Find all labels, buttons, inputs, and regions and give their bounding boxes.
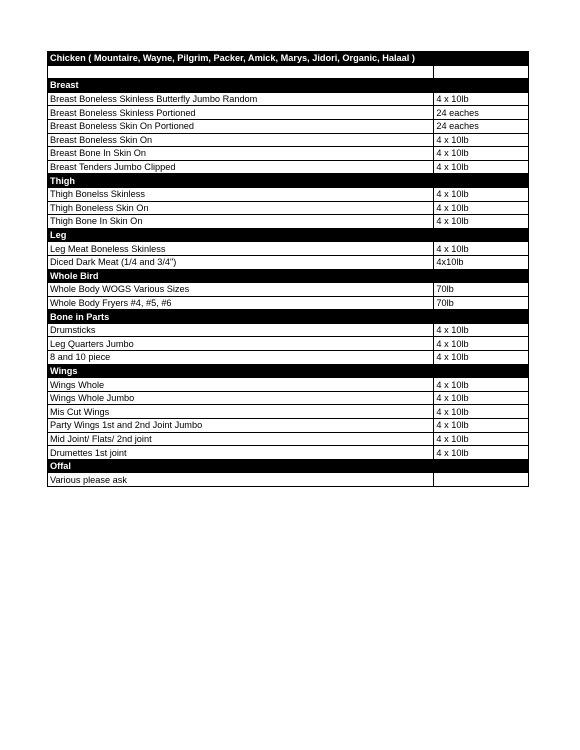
table-row xyxy=(48,215,529,229)
item-cell: Breast Boneless Skin On xyxy=(48,133,434,147)
section-header-filler xyxy=(434,228,529,242)
table-row xyxy=(48,296,529,310)
item-cell: Breast Tenders Jumbo Clipped xyxy=(48,160,434,174)
pack-size-cell: 4 x 10lb xyxy=(434,391,529,405)
blank-cell xyxy=(434,65,529,79)
section-header: Whole Bird xyxy=(48,269,434,283)
table-row xyxy=(48,283,529,297)
item-cell: Breast Boneless Skinless Butterfly Jumbo Random xyxy=(48,92,434,106)
item-cell: Various please ask xyxy=(48,473,434,487)
table-row xyxy=(48,255,529,269)
sheet-body xyxy=(48,52,529,487)
item-cell: Drumsticks xyxy=(48,323,434,337)
item-cell: Wings Whole xyxy=(48,378,434,392)
product-sheet xyxy=(47,51,529,487)
pack-size-cell: 4 x 10lb xyxy=(434,215,529,229)
section-header-row xyxy=(48,79,529,93)
section-header: Thigh xyxy=(48,174,434,188)
pack-size-cell: 70lb xyxy=(434,283,529,297)
pack-size-cell: 4 x 10lb xyxy=(434,405,529,419)
section-header-row xyxy=(48,269,529,283)
table-row xyxy=(48,147,529,161)
pack-size-cell: 4 x 10lb xyxy=(434,446,529,460)
pack-size-cell: 70lb xyxy=(434,296,529,310)
pack-size-cell: 4 x 10lb xyxy=(434,201,529,215)
title-row xyxy=(48,52,529,66)
blank-row xyxy=(48,65,529,79)
section-header: Bone in Parts xyxy=(48,310,434,324)
item-cell: Diced Dark Meat (1/4 and 3/4") xyxy=(48,255,434,269)
sheet-title: Chicken ( Mountaire, Wayne, Pilgrim, Packer, Amick, Marys, Jidori, Organic, Halaal ) xyxy=(48,52,529,66)
item-cell: 8 and 10 piece xyxy=(48,351,434,365)
section-header-filler xyxy=(434,310,529,324)
section-header: Leg xyxy=(48,228,434,242)
pack-size-cell: 4 x 10lb xyxy=(434,337,529,351)
pack-size-cell: 4x10lb xyxy=(434,255,529,269)
item-cell: Drumettes 1st joint xyxy=(48,446,434,460)
section-header-filler xyxy=(434,79,529,93)
section-header-filler xyxy=(434,459,529,473)
blank-cell xyxy=(48,65,434,79)
pack-size-cell: 4 x 10lb xyxy=(434,419,529,433)
section-header-row xyxy=(48,364,529,378)
table-row xyxy=(48,119,529,133)
item-cell: Whole Body WOGS Various Sizes xyxy=(48,283,434,297)
item-cell: Thigh Boneless Skin On xyxy=(48,201,434,215)
section-header: Breast xyxy=(48,79,434,93)
table-row xyxy=(48,337,529,351)
item-cell: Breast Boneless Skin On Portioned xyxy=(48,119,434,133)
item-cell: Breast Boneless Skinless Portioned xyxy=(48,106,434,120)
table-row xyxy=(48,323,529,337)
pack-size-cell: 4 x 10lb xyxy=(434,378,529,392)
table-row xyxy=(48,92,529,106)
table-row xyxy=(48,446,529,460)
section-header-row xyxy=(48,174,529,188)
section-header-filler xyxy=(434,269,529,283)
item-cell: Thigh Bone In Skin On xyxy=(48,215,434,229)
section-header: Wings xyxy=(48,364,434,378)
item-cell: Leg Quarters Jumbo xyxy=(48,337,434,351)
table-row xyxy=(48,187,529,201)
table-row xyxy=(48,473,529,487)
pack-size-cell: 4 x 10lb xyxy=(434,147,529,161)
pack-size-cell xyxy=(434,473,529,487)
table-row xyxy=(48,106,529,120)
section-header-filler xyxy=(434,174,529,188)
pack-size-cell: 24 eaches xyxy=(434,119,529,133)
section-header-filler xyxy=(434,364,529,378)
table-row xyxy=(48,133,529,147)
pack-size-cell: 4 x 10lb xyxy=(434,187,529,201)
item-cell: Leg Meat Boneless Skinless xyxy=(48,242,434,256)
item-cell: Wings Whole Jumbo xyxy=(48,391,434,405)
pack-size-cell: 4 x 10lb xyxy=(434,92,529,106)
section-header: Offal xyxy=(48,459,434,473)
pack-size-cell: 4 x 10lb xyxy=(434,160,529,174)
section-header-row xyxy=(48,228,529,242)
pack-size-cell: 4 x 10lb xyxy=(434,351,529,365)
table-row xyxy=(48,405,529,419)
item-cell: Breast Bone In Skin On xyxy=(48,147,434,161)
section-header-row xyxy=(48,459,529,473)
pack-size-cell: 4 x 10lb xyxy=(434,133,529,147)
table-row xyxy=(48,242,529,256)
item-cell: Mis Cut Wings xyxy=(48,405,434,419)
table-row xyxy=(48,419,529,433)
table-row xyxy=(48,391,529,405)
section-header-row xyxy=(48,310,529,324)
table-row xyxy=(48,351,529,365)
pack-size-cell: 4 x 10lb xyxy=(434,432,529,446)
item-cell: Party Wings 1st and 2nd Joint Jumbo xyxy=(48,419,434,433)
pack-size-cell: 4 x 10lb xyxy=(434,242,529,256)
pack-size-cell: 4 x 10lb xyxy=(434,323,529,337)
item-cell: Whole Body Fryers #4, #5, #6 xyxy=(48,296,434,310)
table-row xyxy=(48,160,529,174)
item-cell: Thigh Bonelss Skinless xyxy=(48,187,434,201)
item-cell: Mid Joint/ Flats/ 2nd joint xyxy=(48,432,434,446)
table-row xyxy=(48,432,529,446)
pack-size-cell: 24 eaches xyxy=(434,106,529,120)
table-row xyxy=(48,201,529,215)
table-row xyxy=(48,378,529,392)
